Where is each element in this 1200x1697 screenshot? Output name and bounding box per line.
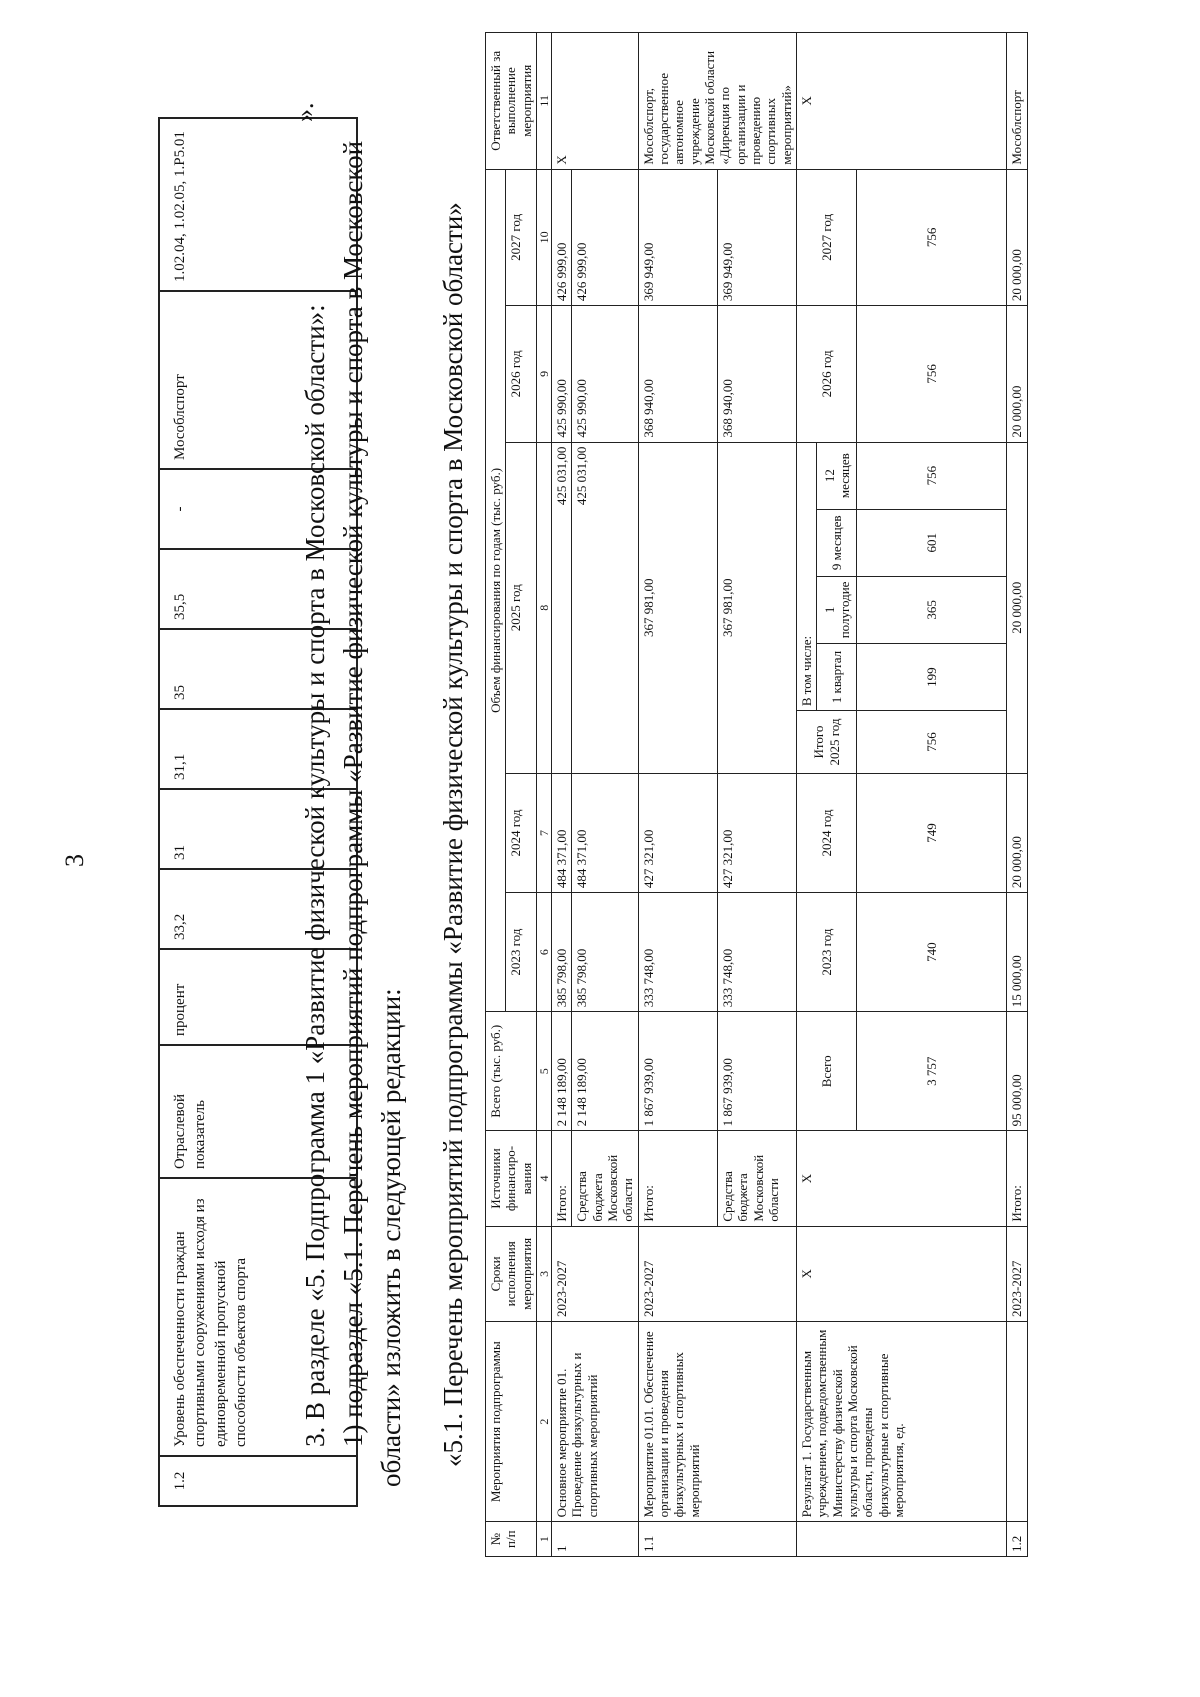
header-volume: Объем финансирования по годам (тыс. руб.)	[486, 169, 506, 1012]
row-2027: 369 949,00	[717, 169, 796, 306]
table-row	[1007, 33, 1027, 1557]
result-total-label: Всего	[797, 1012, 857, 1131]
row-2026: 368 940,00	[717, 306, 796, 442]
row-2023: 333 748,00	[717, 893, 796, 1012]
heading-line-3: области» изложить в следующей редакции:	[376, 988, 406, 1487]
result-9m-value: 601	[857, 509, 1007, 576]
indicator-value: -	[159, 469, 357, 549]
indicator-num: 1.2	[159, 1456, 357, 1506]
row-2025: 367 981,00	[638, 442, 717, 773]
row-period: 2023-2027	[1007, 1226, 1027, 1321]
row-2023: 15 000,00	[1007, 893, 1027, 1012]
row-num: 1	[552, 1522, 639, 1557]
indicator-value: 31	[159, 789, 357, 869]
indicator-name: Уровень обеспеченности граждан спортивными сооружениями исходя из единовременной пропускной способности объектов спорта	[159, 1178, 357, 1456]
row-source-budget: Средства бюджета Московской области	[572, 1131, 638, 1226]
header-measure: Мероприятия подпрограммы	[486, 1321, 537, 1521]
indicator-value: 35,5	[159, 549, 357, 629]
row-total: 2 148 189,00	[572, 1012, 638, 1131]
row-2027: 20 000,00	[1007, 169, 1027, 306]
result-2027-value: 756	[857, 169, 1007, 306]
result-responsible: X	[797, 33, 1007, 170]
row-2025: 367 981,00	[717, 442, 796, 773]
result-h1-label: 1 полугодие	[817, 576, 857, 643]
row-responsible: X	[552, 33, 639, 170]
heading-line-1: 3. В разделе «5. Подпрограмма 1 «Развитие физической культуры и спорта в Московской области»:	[300, 304, 330, 1447]
result-9m-label: 9 месяцев	[817, 509, 857, 576]
row-2026: 425 990,00	[552, 306, 572, 442]
row-2025: 425 031,00	[552, 442, 572, 773]
indicator-responsible: Мособлспорт	[159, 291, 357, 469]
header-num: № п/п	[486, 1522, 537, 1557]
colnum: 3	[536, 1226, 551, 1321]
row-source-total: Итого:	[638, 1131, 717, 1226]
row-responsible: Мособлспорт, государственное автономное учреждение Московской области «Дирекция по организации и проведению спортивных мероприятий»	[638, 33, 796, 170]
row-source-total: Итого:	[1007, 1131, 1027, 1226]
row-total: 1 867 939,00	[638, 1012, 717, 1131]
header-2027: 2027 год	[506, 169, 537, 306]
colnum: 1	[536, 1522, 551, 1557]
header-period: Сроки исполнения мероприятия	[486, 1226, 537, 1321]
header-source: Источники финансиро-вания	[486, 1131, 537, 1226]
indicator-unit: процент	[159, 949, 357, 1045]
row-responsible: Мособлспорт	[1007, 33, 1027, 170]
row-2024: 427 321,00	[638, 773, 717, 892]
result-measure: Результат 1. Государственным учреждением, подведомственным Министерству физической культуры и спорта Московской области, проведены физкультурные и спортивные мероприятия, ед.	[797, 1321, 1007, 1521]
row-measure: Основное мероприятие 01. Проведение физкультурных и спортивных мероприятий	[552, 1321, 639, 1521]
row-period: 2023-2027	[638, 1226, 796, 1321]
header-responsible: Ответственный за выполнение мероприятия	[486, 33, 537, 170]
result-q1-value: 199	[857, 643, 1007, 710]
colnum: 2	[536, 1321, 551, 1521]
row-2026: 20 000,00	[1007, 306, 1027, 442]
result-12m-label: 12 месяцев	[817, 442, 857, 509]
row-num: 1.1	[638, 1522, 796, 1557]
colnum: 7	[536, 773, 551, 892]
result-itogo-2025: Итого 2025 год	[797, 711, 857, 774]
result-num	[797, 1522, 1007, 1557]
heading-line-2: 1) подраздел «5.1. Перечень мероприятий подпрограммы «Развитие физической культуры и спорта в Московской	[338, 140, 368, 1447]
row-2023: 385 798,00	[552, 893, 572, 1012]
header-2024: 2024 год	[506, 773, 537, 892]
row-2027: 426 999,00	[552, 169, 572, 306]
page-number: 3	[60, 854, 89, 867]
row-2024: 20 000,00	[1007, 773, 1027, 892]
result-2027-label: 2027 год	[797, 169, 857, 306]
column-number-row	[536, 33, 551, 1557]
row-period: 2023-2027	[552, 1226, 639, 1321]
table-row	[552, 33, 572, 1557]
colnum: 9	[536, 306, 551, 442]
table-header-row	[486, 33, 506, 1557]
row-2023: 333 748,00	[638, 893, 717, 1012]
result-h1-value: 365	[857, 576, 1007, 643]
indicator-codes: 1.02.04, 1.02.05, 1.P5.01	[159, 118, 357, 291]
row-num: 1.2	[1007, 1522, 1027, 1557]
colnum: 6	[536, 893, 551, 1012]
result-incl-label: В том числе:	[797, 442, 817, 711]
header-2025: 2025 год	[506, 442, 537, 773]
colnum: 8	[536, 442, 551, 773]
result-2023-value: 740	[857, 893, 1007, 1012]
result-2026-value: 756	[857, 306, 1007, 442]
header-total: Всего (тыс. руб.)	[486, 1012, 537, 1131]
colnum: 10	[536, 169, 551, 306]
row-2024: 484 371,00	[572, 773, 638, 892]
row-2027: 369 949,00	[638, 169, 717, 306]
row-2023: 385 798,00	[572, 893, 638, 1012]
row-2025: 425 031,00	[572, 442, 638, 773]
row-total: 1 867 939,00	[717, 1012, 796, 1131]
indicator-value: 35	[159, 629, 357, 709]
row-2024: 427 321,00	[717, 773, 796, 892]
row-measure	[1007, 1321, 1027, 1521]
indicator-value: 31,1	[159, 709, 357, 789]
row-2026: 425 990,00	[572, 306, 638, 442]
section-title: «5.1. Перечень мероприятий подпрограммы «Развитие физической культуры и спорта в Московской области»	[438, 202, 468, 1467]
result-total-value: 3 757	[857, 1012, 1007, 1131]
colnum: 4	[536, 1131, 551, 1226]
table-row	[797, 33, 817, 1557]
result-2024-value: 749	[857, 773, 1007, 892]
result-12m-value: 756	[857, 442, 1007, 509]
row-source-budget: Средства бюджета Московской области	[717, 1131, 796, 1226]
header-2023: 2023 год	[506, 893, 537, 1012]
indicator-value: 33,2	[159, 869, 357, 949]
table-row	[638, 33, 717, 1557]
result-2024-label: 2024 год	[797, 773, 857, 892]
result-2025-value: 756	[857, 711, 1007, 774]
result-2026-label: 2026 год	[797, 306, 857, 442]
row-2027: 426 999,00	[572, 169, 638, 306]
result-source: X	[797, 1131, 1007, 1226]
row-total: 95 000,00	[1007, 1012, 1027, 1131]
measures-table	[485, 32, 1028, 1557]
row-source-total: Итого:	[552, 1131, 572, 1226]
colnum: 11	[536, 33, 551, 170]
result-2023-label: 2023 год	[797, 893, 857, 1012]
header-2026: 2026 год	[506, 306, 537, 442]
result-period: X	[797, 1226, 1007, 1321]
row-total: 2 148 189,00	[552, 1012, 572, 1131]
closing-quote: ».	[290, 102, 319, 122]
row-measure: Мероприятие 01.01. Обеспечение организации и проведения физкультурных и спортивных мероприятий	[638, 1321, 796, 1521]
row-2024: 484 371,00	[552, 773, 572, 892]
row-2025: 20 000,00	[1007, 442, 1027, 773]
row-2026: 368 940,00	[638, 306, 717, 442]
colnum: 5	[536, 1012, 551, 1131]
indicator-type: Отраслевой показатель	[159, 1045, 357, 1178]
result-q1-label: 1 квартал	[817, 643, 857, 710]
